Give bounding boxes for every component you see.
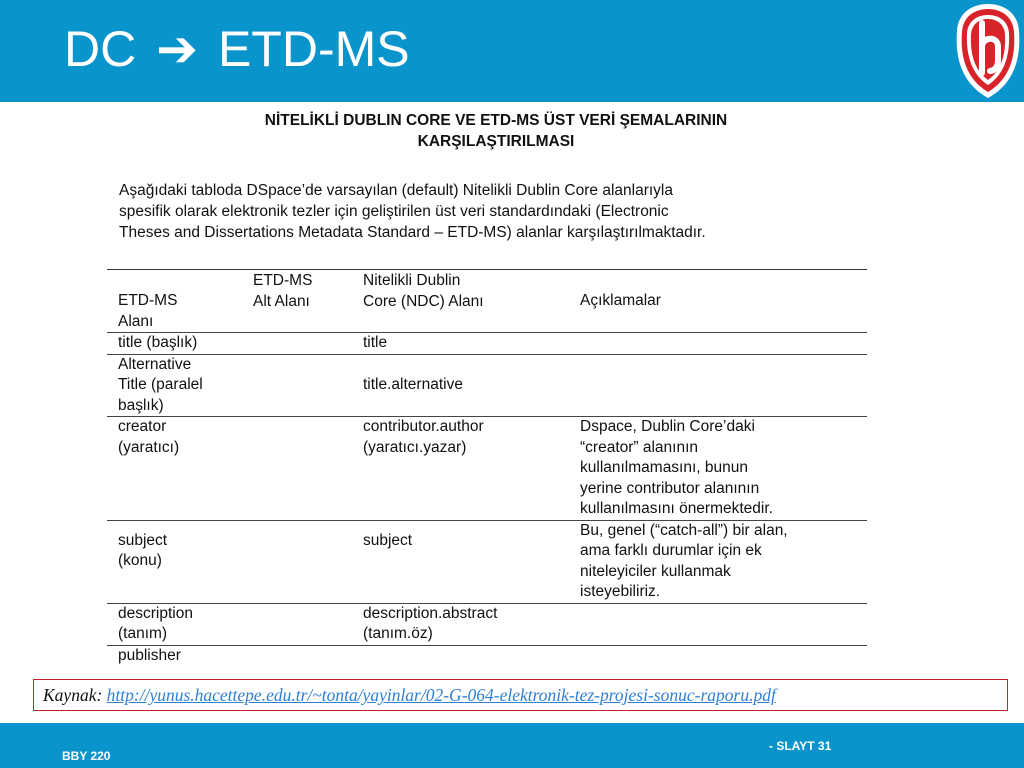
intro-line: Theses and Dissertations Metadata Standard – ETD-MS) alanlar karşılaştırılmaktadır. [119,224,706,241]
course-code: BBY 220 [62,749,111,763]
cell-etd-field-line: Title (paralel [118,376,203,393]
header-notes: Açıklamalar [580,270,867,333]
document-heading [186,110,806,152]
cell-etd-field-line: creator [118,418,167,435]
source-label: Kaynak: [43,685,103,705]
header-ndc-field-line: Core (NDC) Alanı [363,292,484,310]
slide-title-right: ETD-MS [217,21,410,77]
cell-etd-subfield [239,354,352,417]
cell-etd-subfield [239,417,352,521]
header-etd-field-line: Alanı [118,312,154,330]
cell-ndc-field [352,645,580,666]
cell-notes [580,333,867,355]
cell-ndc-field-line: title.alternative [363,376,463,393]
cell-etd-field-line: (yaratıcı) [118,438,180,456]
cell-etd-field [107,417,239,521]
comparison-table [107,269,867,666]
cell-notes-line: “creator” alanının [580,438,699,456]
table-row [107,333,867,355]
cell-ndc-field-line: subject [363,531,413,549]
cell-ndc-field [352,520,580,603]
table-header-row [107,270,867,333]
source-box [33,679,1008,711]
table-row [107,645,867,666]
cell-etd-subfield [239,333,352,355]
cell-ndc-field [352,333,580,355]
cell-notes-line: Dspace, Dublin Core’daki [580,418,755,435]
cell-notes [580,354,867,417]
cell-etd-subfield [239,603,352,645]
intro-line: spesifik olarak elektronik tezler için geliştirilen üst veri standardındaki (Electronic [119,203,669,220]
table-body [107,333,867,667]
header-etd-subfield-line: ETD-MS [253,272,313,289]
slide-footer [0,723,1024,768]
table-row [107,417,867,521]
cell-etd-field [107,520,239,603]
cell-notes [580,520,867,603]
cell-etd-field-line: subject [118,531,168,549]
header-etd-subfield-line: Alt Alanı [253,292,310,310]
cell-etd-field-line: publisher [118,646,181,664]
cell-notes [580,603,867,645]
header-ndc-field [352,270,580,333]
cell-etd-field [107,603,239,645]
cell-ndc-field-line: (yaratıcı.yazar) [363,438,467,456]
cell-etd-field [107,354,239,417]
cell-ndc-field-line: description.abstract [363,604,498,622]
document-heading-line1: NİTELİKLİ DUBLIN CORE VE ETD-MS ÜST VERİ ŞEMALARININ [264,112,728,129]
cell-ndc-field-line: (tanım.öz) [363,625,433,642]
hacettepe-logo-icon [952,1,1024,101]
header-etd-subfield [239,270,352,333]
cell-ndc-field-line: title [363,334,388,351]
cell-etd-subfield [239,520,352,603]
cell-ndc-field [352,354,580,417]
cell-etd-field-line: (konu) [118,552,162,569]
cell-ndc-field [352,603,580,645]
cell-notes-line: niteleyiciler kullanmak [580,562,731,580]
intro-line: Aşağıdaki tabloda DSpace’de varsayılan (default) Nitelikli Dublin Core alanlarıyla [119,182,673,199]
document-heading-line2: KARŞILAŞTIRILMASI [417,133,575,150]
cell-etd-field-line: Alternative [118,355,192,373]
cell-etd-field-line: (tanım) [118,625,168,642]
cell-notes [580,417,867,521]
header-etd-field [107,270,239,333]
cell-notes [580,645,867,666]
cell-ndc-field-line: contributor.author [363,418,484,435]
header-etd-field-line: ETD-MS [118,292,178,309]
slide-title [64,18,410,80]
cell-notes-line: ama farklı durumlar için ek [580,542,762,559]
header-ndc-field-line: Nitelikli Dublin [363,272,461,289]
cell-etd-field [107,333,239,355]
cell-etd-subfield [239,645,352,666]
slide-header [0,0,1024,102]
cell-notes-line: isteyebiliriz. [580,583,661,600]
right-arrow-icon: ➔ [156,21,199,77]
cell-notes-line: Bu, genel (“catch-all”) bir alan, [580,521,788,539]
source-link[interactable]: http://yunus.hacettepe.edu.tr/~tonta/yayinlar/02-G-064-elektronik-tez-projesi-sonuc-raporu.pdf [106,685,776,705]
cell-notes-line: yerine contributor alanının [580,479,760,497]
cell-ndc-field [352,417,580,521]
slide-number: - SLAYT 31 [769,739,832,753]
cell-etd-field [107,645,239,666]
cell-notes-line: kullanılmasını önermektedir. [580,500,773,517]
slide-title-left: DC [64,21,137,77]
cell-etd-field-line: title (başlık) [118,334,198,351]
cell-etd-field-line: başlık) [118,396,164,414]
table-row [107,603,867,645]
intro-paragraph [119,180,879,243]
table-row [107,520,867,603]
cell-etd-field-line: description [118,604,193,622]
table-row [107,354,867,417]
cell-notes-line: kullanılmamasını, bunun [580,459,749,476]
